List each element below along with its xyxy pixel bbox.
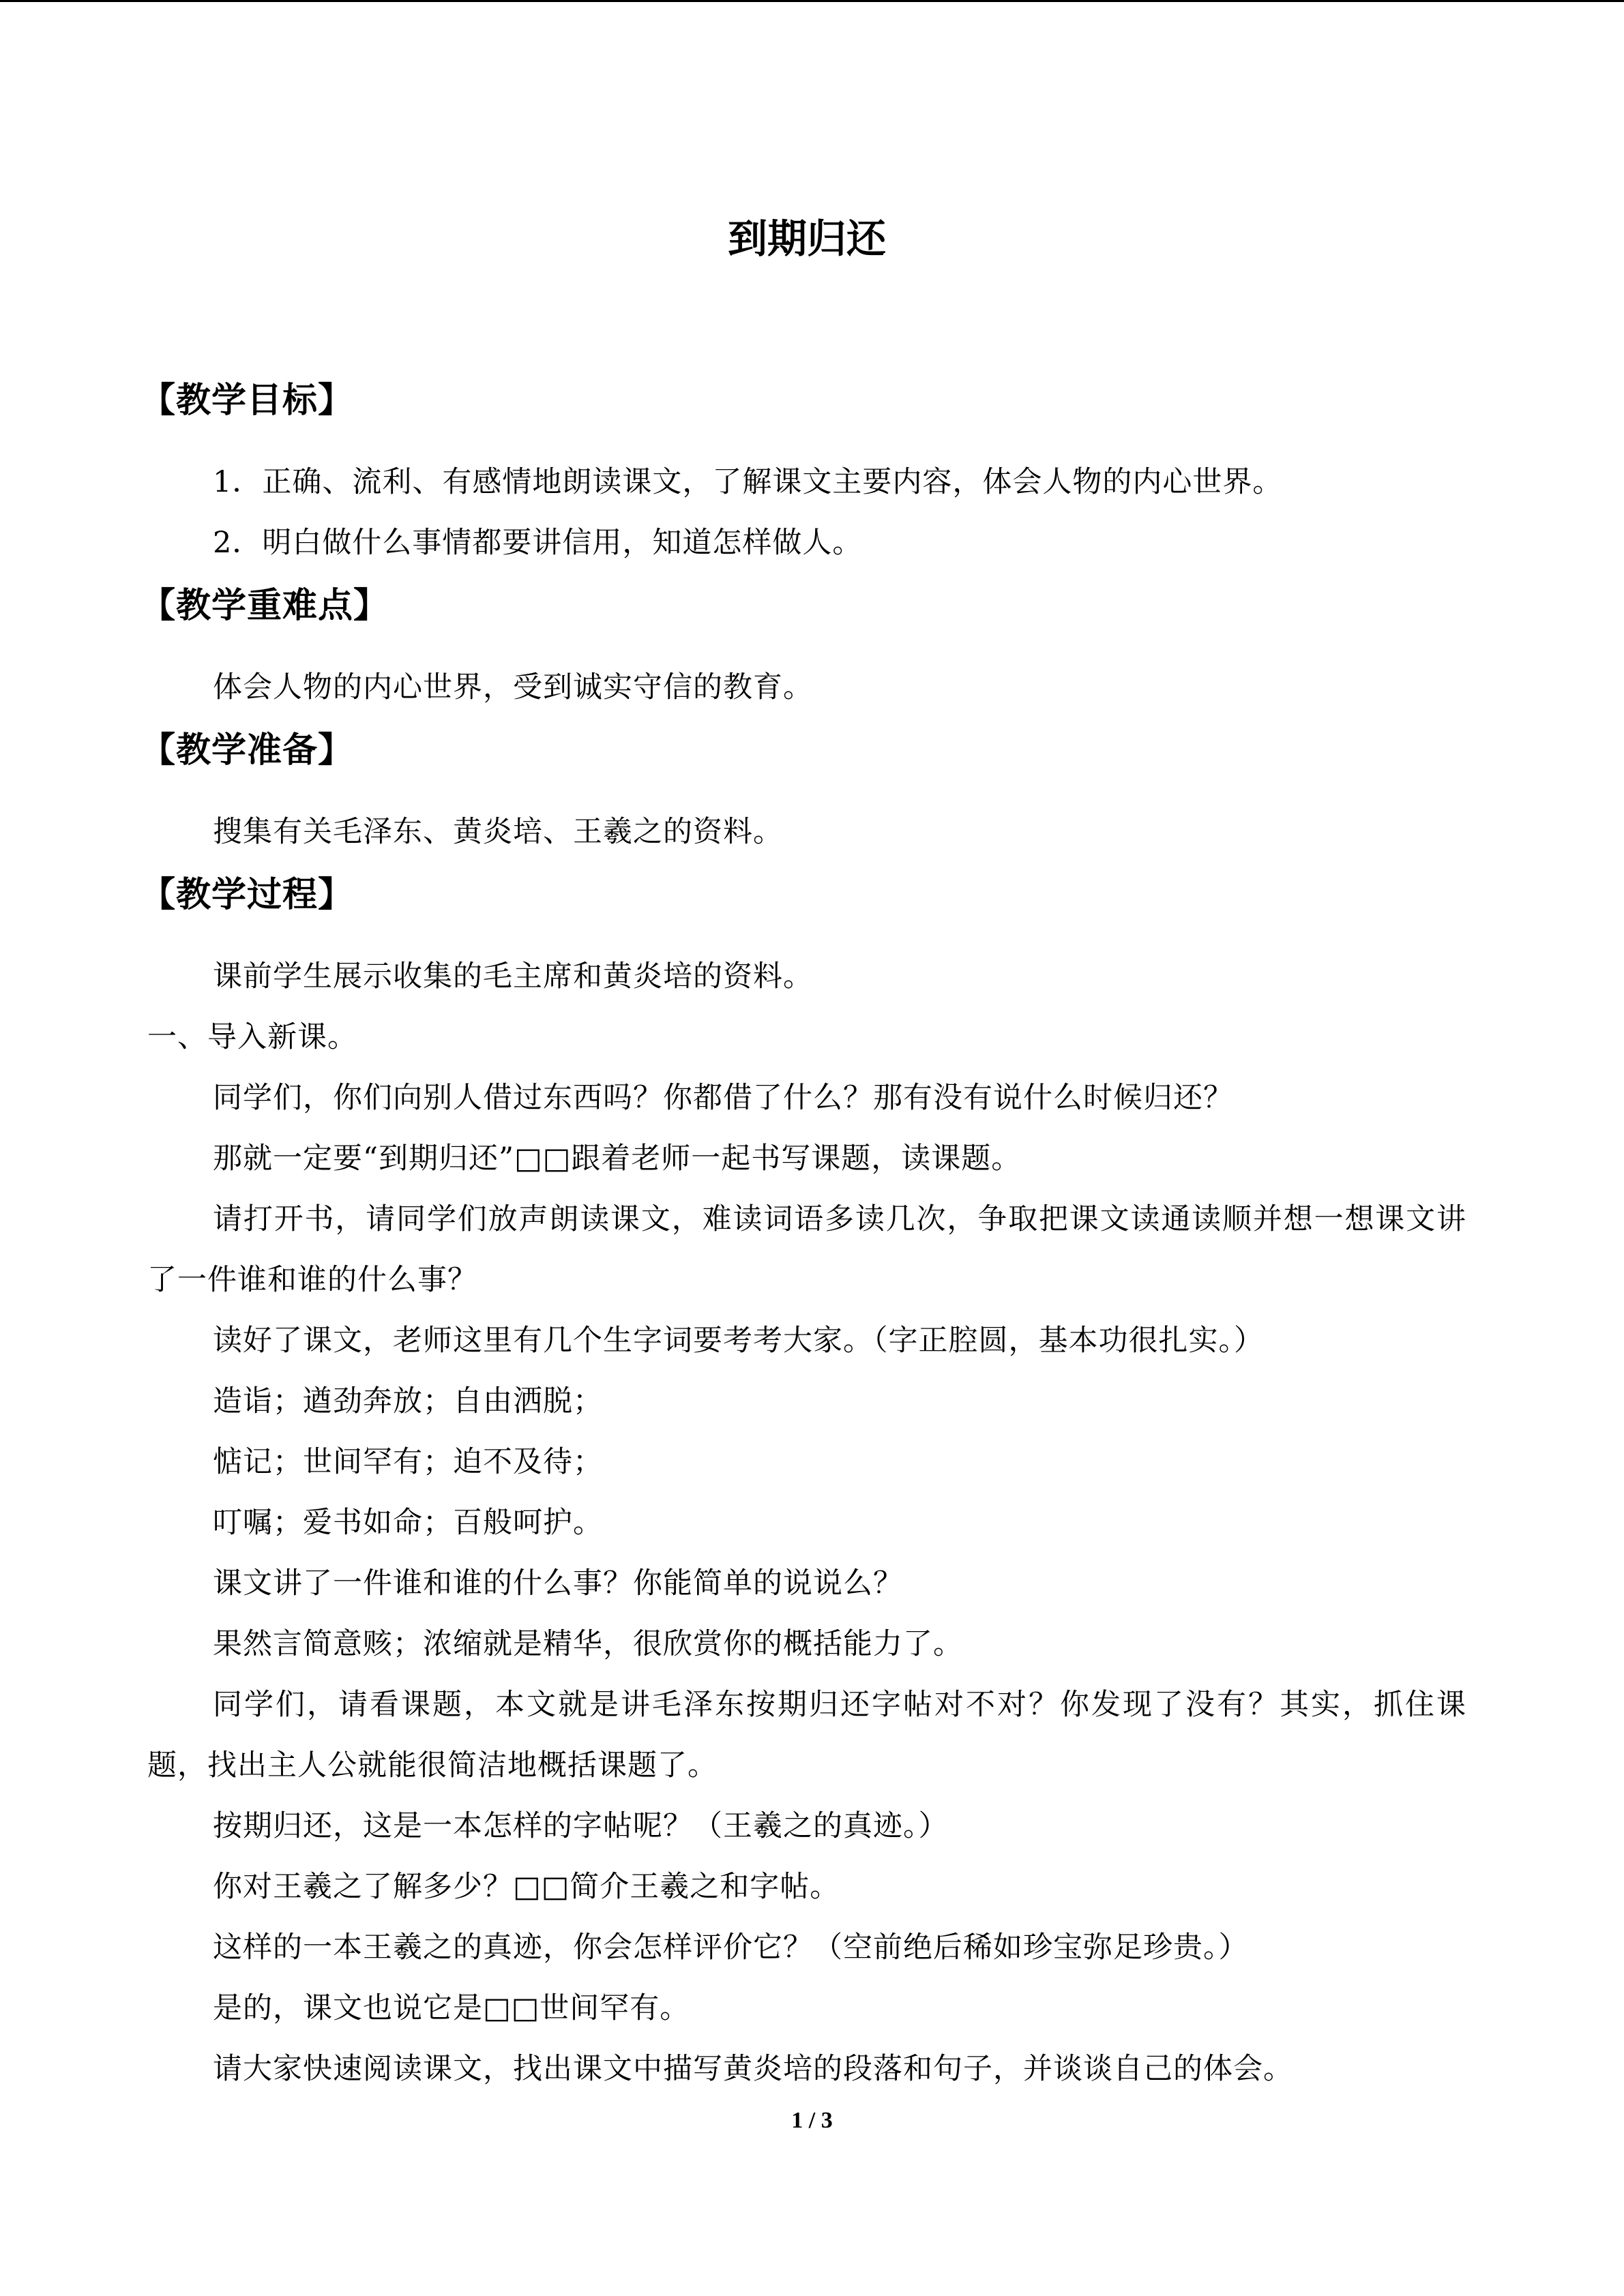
page-title: 到期归还: [727, 215, 886, 262]
process-paragraph: 读好了课文，老师这里有几个生字词要考考大家。（字正腔圆，基本功很扎实。）: [213, 1324, 1264, 1358]
vocabulary-line: 造诣；遒劲奔放；自由洒脱；: [213, 1384, 603, 1418]
section-heading-preparation: 【教学准备】: [141, 730, 354, 771]
process-paragraph: 这样的一本王羲之的真迹，你会怎样评价它？（空前绝后稀如珍宝弥足珍贵。）: [213, 1930, 1249, 1965]
document-page: [141, 198, 1466, 2100]
process-paragraph: 课前学生展示收集的毛主席和黄炎培的资料。: [213, 959, 813, 994]
process-paragraph: 同学们，你们向别人借过东西吗？你都借了什么？那有没有说什么时候归还？: [213, 1081, 1233, 1115]
page-number: 1 / 3: [791, 2108, 833, 2133]
key-point-item-1: 体会人物的内心世界，受到诚实守信的教育。: [213, 670, 813, 704]
process-paragraph: 课文讲了一件谁和谁的什么事？你能简单的说说么？: [213, 1566, 903, 1600]
process-step-heading: 一、导入新课。: [147, 1020, 357, 1054]
top-border-line: [0, 0, 1624, 2]
process-paragraph: 你对王羲之了解多少？□□简介王羲之和字帖。: [213, 1870, 840, 1904]
process-paragraph: 那就一定要“到期归还”□□跟着老师一起书写课题，读课题。: [213, 1142, 1022, 1176]
section-heading-objectives: 【教学目标】: [141, 381, 354, 421]
process-paragraph: 果然言简意赅；浓缩就是精华，很欣赏你的概括能力了。: [213, 1627, 963, 1661]
preparation-item-1: 搜集有关毛泽东、黄炎培、王羲之的资料。: [213, 815, 783, 849]
objective-item-1: 1．正确、流利、有感情地朗读课文，了解课文主要内容，体会人物的内心世界。: [213, 465, 1283, 499]
section-heading-process: 【教学过程】: [141, 875, 354, 915]
process-paragraph: 按期归还，这是一本怎样的字帖呢？（王羲之的真迹。）: [213, 1809, 949, 1843]
process-paragraph: 同学们，请看课题，本文就是讲毛泽东按期归还字帖对不对？你发现了没有？其实，抓住课题，找出主人公就能很简洁地概括课题了。: [147, 1688, 1466, 1783]
process-paragraph: 请大家快速阅读课文，找出课文中描写黄炎培的段落和句子，并谈谈自己的体会。: [213, 2052, 1293, 2086]
process-paragraph: 请打开书，请同学们放声朗读课文，难读词语多读几次，争取把课文读通读顺并想一想课文讲了一件谁和谁的什么事？: [147, 1202, 1466, 1297]
vocabulary-line: 叮嘱；爱书如命；百般呵护。: [213, 1506, 603, 1540]
objective-item-2: 2．明白做什么事情都要讲信用，知道怎样做人。: [213, 526, 863, 560]
vocabulary-line: 惦记；世间罕有；迫不及待；: [213, 1445, 603, 1479]
section-heading-key-points: 【教学重难点】: [141, 586, 389, 626]
process-paragraph: 是的，课文也说它是□□世间罕有。: [213, 1991, 690, 2025]
